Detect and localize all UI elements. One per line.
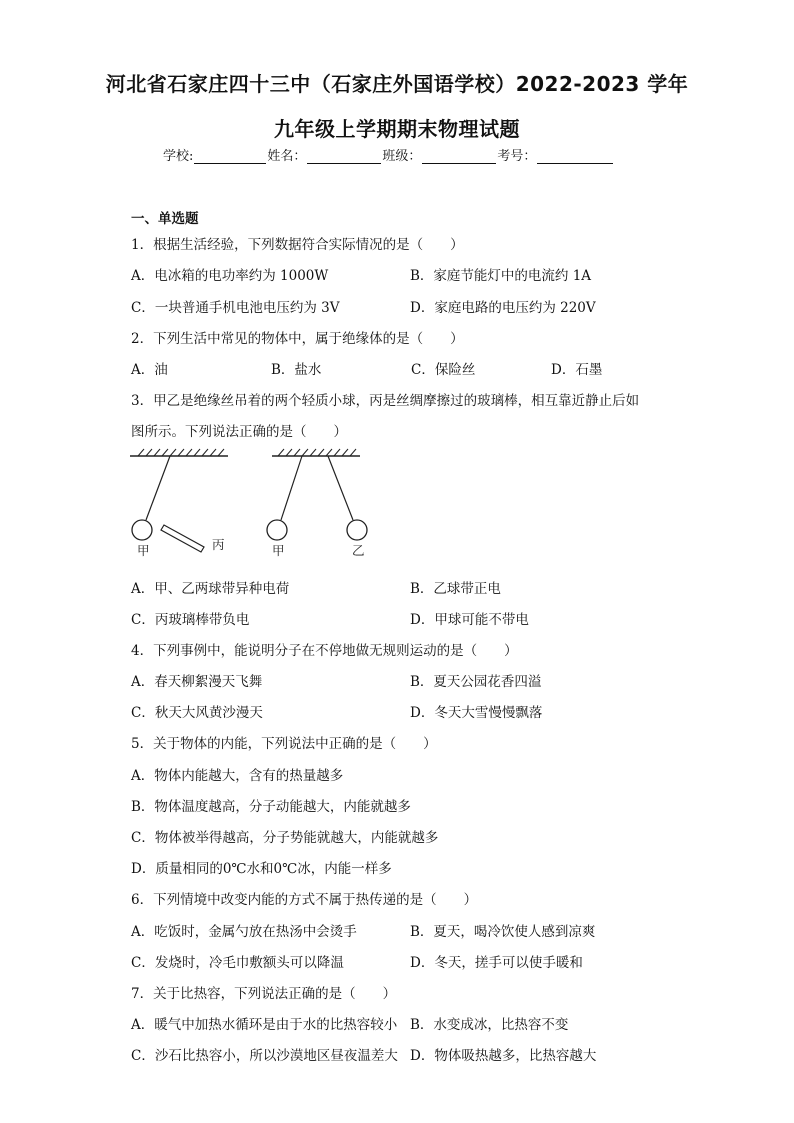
question-6-option-d: D．冬天，搓手可以使手暖和 — [410, 955, 583, 971]
name-blank[interactable] — [307, 149, 381, 164]
right-thread-jia — [281, 456, 302, 520]
question-2-option-c: C．保险丝 — [411, 362, 476, 378]
right-thread-yi — [328, 456, 353, 520]
number-label: 考号： — [497, 149, 537, 164]
question-7-stem: 7．关于比热容，下列说法正确的是（ ） — [131, 986, 397, 1002]
question-4-stem: 4．下列事例中，能说明分子在不停地做无规则运动的是（ ） — [131, 643, 518, 659]
question-2-option-a: A．油 — [131, 362, 168, 378]
question-7-option-b: B．水变成冰，比热容不变 — [410, 1017, 569, 1033]
question-3-option-c: C．丙玻璃棒带负电 — [131, 612, 250, 628]
question-1-stem: 1．根据生活经验，下列数据符合实际情况的是（ ） — [131, 237, 464, 253]
question-5-option-c: C．物体被举得越高，分子势能就越大，内能就越多 — [131, 830, 439, 846]
section-title: 一、单选题 — [131, 211, 199, 227]
ball-yi — [347, 520, 367, 540]
ball-jia-left — [132, 520, 152, 540]
question-6-option-b: B．夏天，喝冷饮使人感到凉爽 — [410, 924, 596, 940]
class-blank[interactable] — [422, 149, 496, 164]
question-2-stem: 2．下列生活中常见的物体中，属于绝缘体的是（ ） — [131, 331, 464, 347]
charged-balls-figure — [128, 448, 368, 568]
question-5-option-d: D．质量相同的0℃水和0℃冰，内能一样多 — [131, 861, 392, 877]
label-jia-left: 甲 — [137, 543, 150, 558]
question-1-option-a: A．电冰箱的电功率约为 1000W — [131, 268, 329, 284]
class-label: 班级： — [382, 149, 422, 164]
exam-title-line1: 河北省石家庄四十三中（石家庄外国语学校）2022-2023 学年 — [105, 72, 689, 96]
question-1-option-b: B．家庭节能灯中的电流约 1A — [410, 268, 592, 284]
question-5-stem: 5．关于物体的内能，下列说法中正确的是（ ） — [131, 736, 437, 752]
question-3-stem-line1: 3．甲乙是绝缘丝吊着的两个轻质小球，丙是丝绸摩擦过的玻璃棒，相互靠近静止后如 — [131, 393, 640, 409]
question-3-option-a: A．甲、乙两球带异种电荷 — [131, 581, 290, 597]
ball-jia-right — [267, 520, 287, 540]
school-label: 学校: — [163, 149, 194, 164]
student-info-row — [163, 145, 614, 164]
question-4-option-c: C．秋天大风黄沙漫天 — [131, 705, 263, 721]
question-6-stem: 6．下列情境中改变内能的方式不属于热传递的是（ ） — [131, 892, 478, 908]
question-1-option-c: C．一块普通手机电池电压约为 3V — [131, 300, 340, 316]
right-ceiling — [272, 449, 360, 456]
label-bing: 丙 — [212, 537, 225, 552]
question-3-option-d: D．甲球可能不带电 — [410, 612, 529, 628]
name-label: 姓名： — [267, 149, 307, 164]
question-5-option-b: B．物体温度越高，分子动能越大，内能就越多 — [131, 799, 411, 815]
label-jia-right: 甲 — [272, 543, 285, 558]
question-2-option-b: B．盐水 — [271, 362, 322, 378]
question-1-option-d: D．家庭电路的电压约为 220V — [410, 300, 596, 316]
left-thread-jia — [146, 456, 170, 520]
question-6-option-a: A．吃饭时，金属勺放在热汤中会烫手 — [131, 924, 357, 940]
question-7-option-c: C．沙石比热容小，所以沙漠地区昼夜温差大 — [131, 1048, 398, 1064]
number-blank[interactable] — [537, 149, 613, 164]
question-4-option-d: D．冬天大雪慢慢飘落 — [410, 705, 543, 721]
left-ceiling — [130, 449, 228, 456]
label-yi: 乙 — [352, 543, 365, 558]
question-4-option-a: A．春天柳絮漫天飞舞 — [131, 674, 263, 690]
exam-title-line2: 九年级上学期期末物理试题 — [274, 117, 520, 141]
question-2-option-d: D．石墨 — [551, 362, 603, 378]
question-4-option-b: B．夏天公园花香四溢 — [410, 674, 542, 690]
question-7-option-a: A．暖气中加热水循环是由于水的比热容较小 — [131, 1017, 398, 1033]
question-5-option-a: A．物体内能越大，含有的热量越多 — [131, 768, 344, 784]
glass-rod-bing — [161, 525, 204, 552]
question-3-stem-line2: 图所示。下列说法正确的是（ ） — [131, 424, 347, 440]
school-blank[interactable] — [194, 149, 266, 164]
question-3-option-b: B．乙球带正电 — [410, 581, 501, 597]
question-6-option-c: C．发烧时，冷毛巾敷额头可以降温 — [131, 955, 344, 971]
question-7-option-d: D．物体吸热越多，比热容越大 — [410, 1048, 597, 1064]
